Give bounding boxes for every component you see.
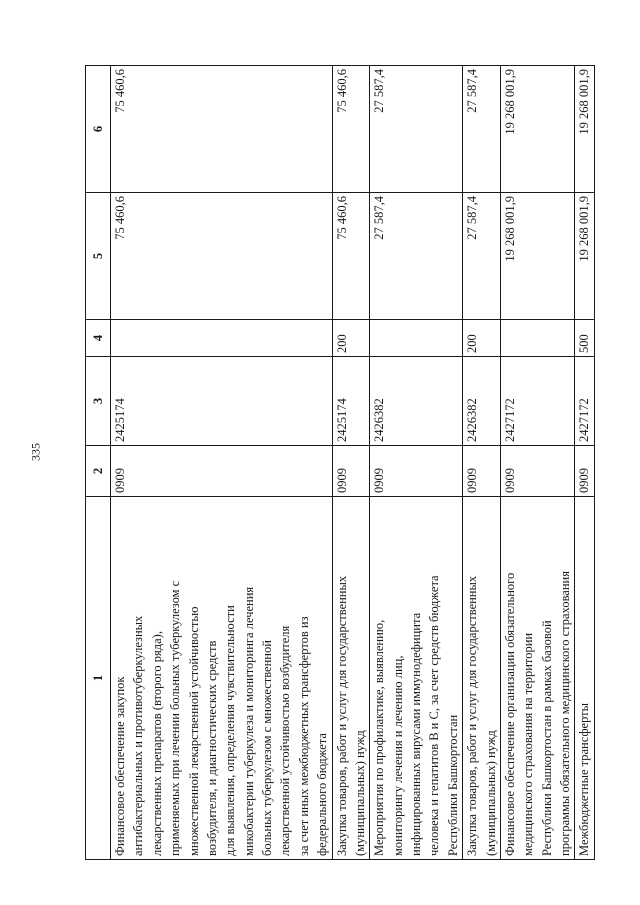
column-header: 4: [86, 320, 111, 357]
column-header: 3: [86, 357, 111, 446]
target-code: 2425174: [111, 357, 333, 446]
table-row: [370, 66, 463, 860]
row-name: Закупка товаров, работ и услуг для государственных (муниципальных) нужд: [332, 497, 370, 860]
amount-column-5: 27 587,4: [370, 193, 463, 320]
page-number: 335: [28, 443, 43, 461]
table-row: [332, 66, 370, 860]
budget-table: [85, 65, 595, 860]
target-code: 2426382: [370, 357, 463, 446]
amount-column-6: 19 268 001,9: [500, 66, 575, 193]
amount-column-6: 75 460,6: [332, 66, 370, 193]
column-header: 5: [86, 193, 111, 320]
row-name: Финансовое обеспечение организации обязательного медицинского страхования на территории Республики Башкортостан в рамках базовой программы обязательного медицинского страхования: [500, 497, 575, 860]
table-row: [575, 66, 594, 860]
row-name: Межбюджетные трансферты: [575, 497, 594, 860]
section-code: 0909: [111, 446, 333, 497]
amount-column-5: 75 460,6: [111, 193, 333, 320]
rotated-table-wrapper: [85, 66, 592, 860]
table-row: [500, 66, 575, 860]
section-code: 0909: [370, 446, 463, 497]
amount-column-6: 27 587,4: [370, 66, 463, 193]
row-name: Мероприятия по профилактике, выявлению, мониторингу лечения и лечению лиц, инфицированных вирусами иммунодефицита человека и гепатитов В и С, за счет средств бюджета Республики Башкортостан: [370, 497, 463, 860]
expense-type: [111, 320, 333, 357]
target-code: 2426382: [463, 357, 501, 446]
section-code: 0909: [575, 446, 594, 497]
table-row: [463, 66, 501, 860]
expense-type: [370, 320, 463, 357]
section-code: 0909: [500, 446, 575, 497]
expense-type: 200: [332, 320, 370, 357]
column-header: 2: [86, 446, 111, 497]
row-name: Финансовое обеспечение закупок антибактериальных и противотуберкулезных лекарственных препаратов (второго ряда), применяемых при лечении больных туберкулезом с множественной лекарственной устойчивостью возбудителя, и диагностических средств для выявления, определения чувствительности микобактерии туберкулеза и мониторинга лечения больных туберкулезом с множественной лекарственной устойчивостью возбудителя за счет иных межбюджетных трансфертов из федерального бюджета: [111, 497, 333, 860]
section-code: 0909: [463, 446, 501, 497]
table-row: [111, 66, 333, 860]
header-row: [86, 66, 111, 860]
section-code: 0909: [332, 446, 370, 497]
amount-column-6: 27 587,4: [463, 66, 501, 193]
target-code: 2427172: [500, 357, 575, 446]
column-header: 6: [86, 66, 111, 193]
amount-column-6: 75 460,6: [111, 66, 333, 193]
target-code: 2427172: [575, 357, 594, 446]
expense-type: 200: [463, 320, 501, 357]
budget-table-container: [85, 66, 592, 860]
amount-column-5: 19 268 001,9: [575, 193, 594, 320]
amount-column-5: 27 587,4: [463, 193, 501, 320]
amount-column-5: 75 460,6: [332, 193, 370, 320]
row-name: Закупка товаров, работ и услуг для государственных (муниципальных) нужд: [463, 497, 501, 860]
column-header: 1: [86, 497, 111, 860]
amount-column-6: 19 268 001,9: [575, 66, 594, 193]
amount-column-5: 19 268 001,9: [500, 193, 575, 320]
expense-type: [500, 320, 575, 357]
expense-type: 500: [575, 320, 594, 357]
target-code: 2425174: [332, 357, 370, 446]
